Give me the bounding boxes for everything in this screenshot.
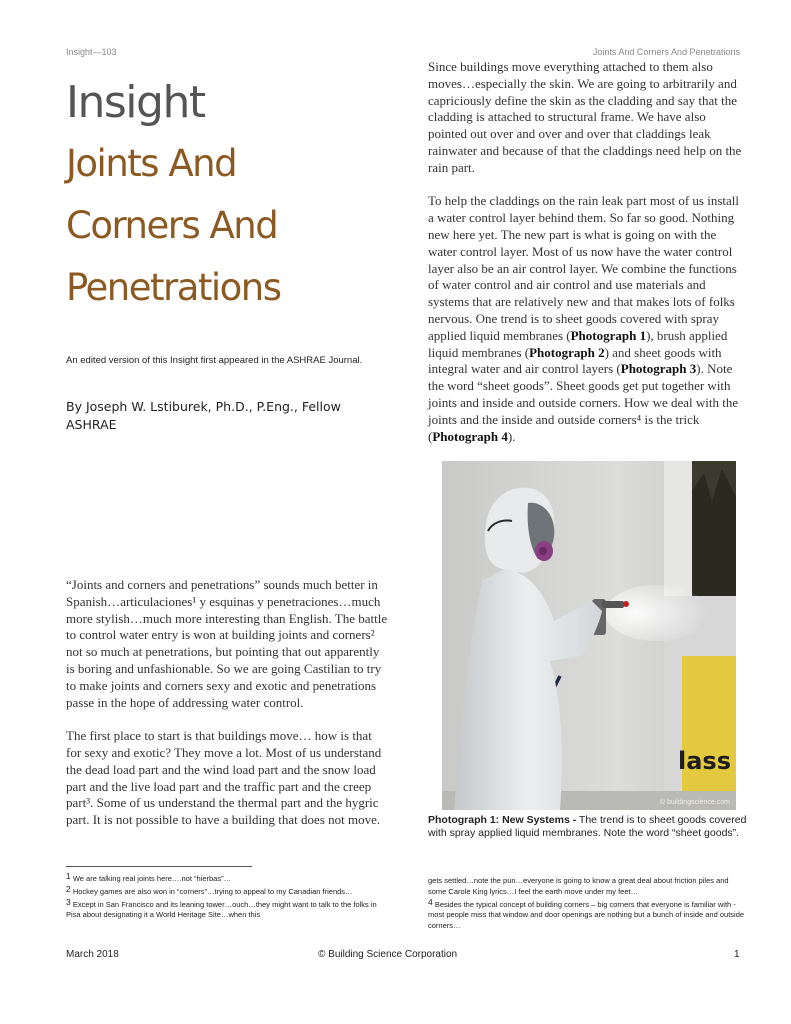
footnote-text: We are talking real joints here….not “hierbas”… — [72, 874, 232, 883]
article-title-line-3: Penetrations — [66, 266, 281, 309]
caption-label: Photograph 1: New Systems - — [428, 814, 577, 826]
photo-ref: Photograph 3 — [620, 361, 697, 377]
footer-date: March 2018 — [66, 949, 119, 960]
footnote-divider — [66, 866, 252, 867]
running-header-left: Insight—103 — [66, 47, 117, 57]
paragraph: “Joints and corners and penetrations” sounds much better in Spanish…articulaciones¹ y esquinas y penetraciones…much more stylish…much more interesting than English. The battle to control water entry is won at building joints and corners² not so much at penetrations, but pointing that out apparently is boring and unfashionable. So we are going Castilian to try to make joints and corners sexy and exotic and penetrations passe in the hope of addressing water control. — [66, 577, 388, 710]
footnote-2 — [66, 883, 382, 898]
photo-ref: Photograph 1 — [570, 327, 647, 343]
photo-ref: Photograph 4 — [432, 428, 508, 444]
footnote-number: 2 — [66, 883, 71, 894]
right-column-body — [428, 59, 746, 462]
paragraph: To help the claddings on the rain leak part most of us install a water control layer behind them. So far so good. Nothing new here yet. The new part is what is going on with the water control layer. Most of us now have the water control layer also be an air control layer. We combine the functions of water control and air control and use materials and systems that are relatively new and that makes lots of folks nervous. One trend is to sheet goods covered with spray applied liquid membranes (Photograph 1), brush applied liquid membranes (Photograph 2) and sheet goods with integral water and air control layers (Photograph 3). Note the word “sheet goods”. Sheet goods get put together with joints and inside and outside corners. How we deal with the joints and the inside and outside corners⁴ is the trick (Photograph 4). — [428, 193, 740, 444]
article-title-line-1: Joints And — [66, 142, 237, 185]
footnote-text: Hockey games are also won in “corners”…trying to appeal to my Canadian friends… — [72, 886, 353, 896]
footnote-number: 4 — [428, 896, 433, 907]
article-title-line-2: Corners And — [66, 204, 278, 247]
footnote-number: 3 — [66, 896, 71, 907]
footnote-text: Besides the typical concept of building corners – big corners that everyone is familiar with - most people miss that window and door openings are nothing but a bunch of inside and outside corners… — [428, 899, 745, 931]
photo-caption — [428, 814, 748, 840]
article-title — [66, 133, 281, 319]
photo-ref: Photograph 2 — [529, 344, 605, 360]
photograph-1 — [442, 461, 736, 810]
author-byline: By Joseph W. Lstiburek, Ph.D., P.Eng., Fellow ASHRAE — [66, 399, 341, 432]
footnote-number: 1 — [66, 871, 71, 881]
page-number: 1 — [734, 949, 740, 960]
footnote-3-continued: gets settled…note the pun…everyone is going to know a great deal about friction piles and some Carole King lyrics…I feel the earth move under my feet… — [428, 876, 729, 896]
paragraph: Since buildings move everything attached to them also moves…especially the skin. We are going to arbitrarily and capriciously define the skin as the cladding and say that the cladding is attached to structural frame. We have also pointed out over and over and over that claddings leak rainwater and because of that the claddings need help on the rain part. — [428, 59, 742, 175]
sign-text: lass — [678, 747, 731, 775]
caption-text: The trend is to sheet goods covered with spray applied liquid membranes. Note the word “sheet goods”. — [428, 814, 747, 839]
footnote-3 — [66, 896, 382, 922]
footer-copyright: © Building Science Corporation — [318, 949, 458, 960]
photo-watermark: © buildingscience.com — [659, 799, 730, 806]
footnote-text: Except in San Francisco and its leaning tower…ouch…they might want to talk to the folks in Pisa about designating it a World Heritage Site…when this — [66, 899, 377, 920]
left-column-body — [66, 577, 388, 846]
footnotes-left — [66, 871, 382, 923]
footnote-1 — [66, 871, 382, 885]
footnote-4 — [428, 896, 746, 932]
series-title: Insight — [66, 77, 205, 128]
edited-version-note: An edited version of this Insight first appeared in the ASHRAE Journal. — [66, 355, 363, 366]
running-header-right: Joints And Corners And Penetrations — [592, 47, 740, 57]
paragraph: The first place to start is that buildings move… how is that for sexy and exotic? They move a lot. Most of us understand the dead load part and the wind load part and the snow load part and the live load part and the traffic part and the creep part³. Some of us understand the thermal part and the hygric part. It is not possible to have a building that does not move. — [66, 728, 382, 828]
worker-spraying-membrane-image — [442, 461, 736, 810]
footnotes-right — [428, 876, 746, 934]
